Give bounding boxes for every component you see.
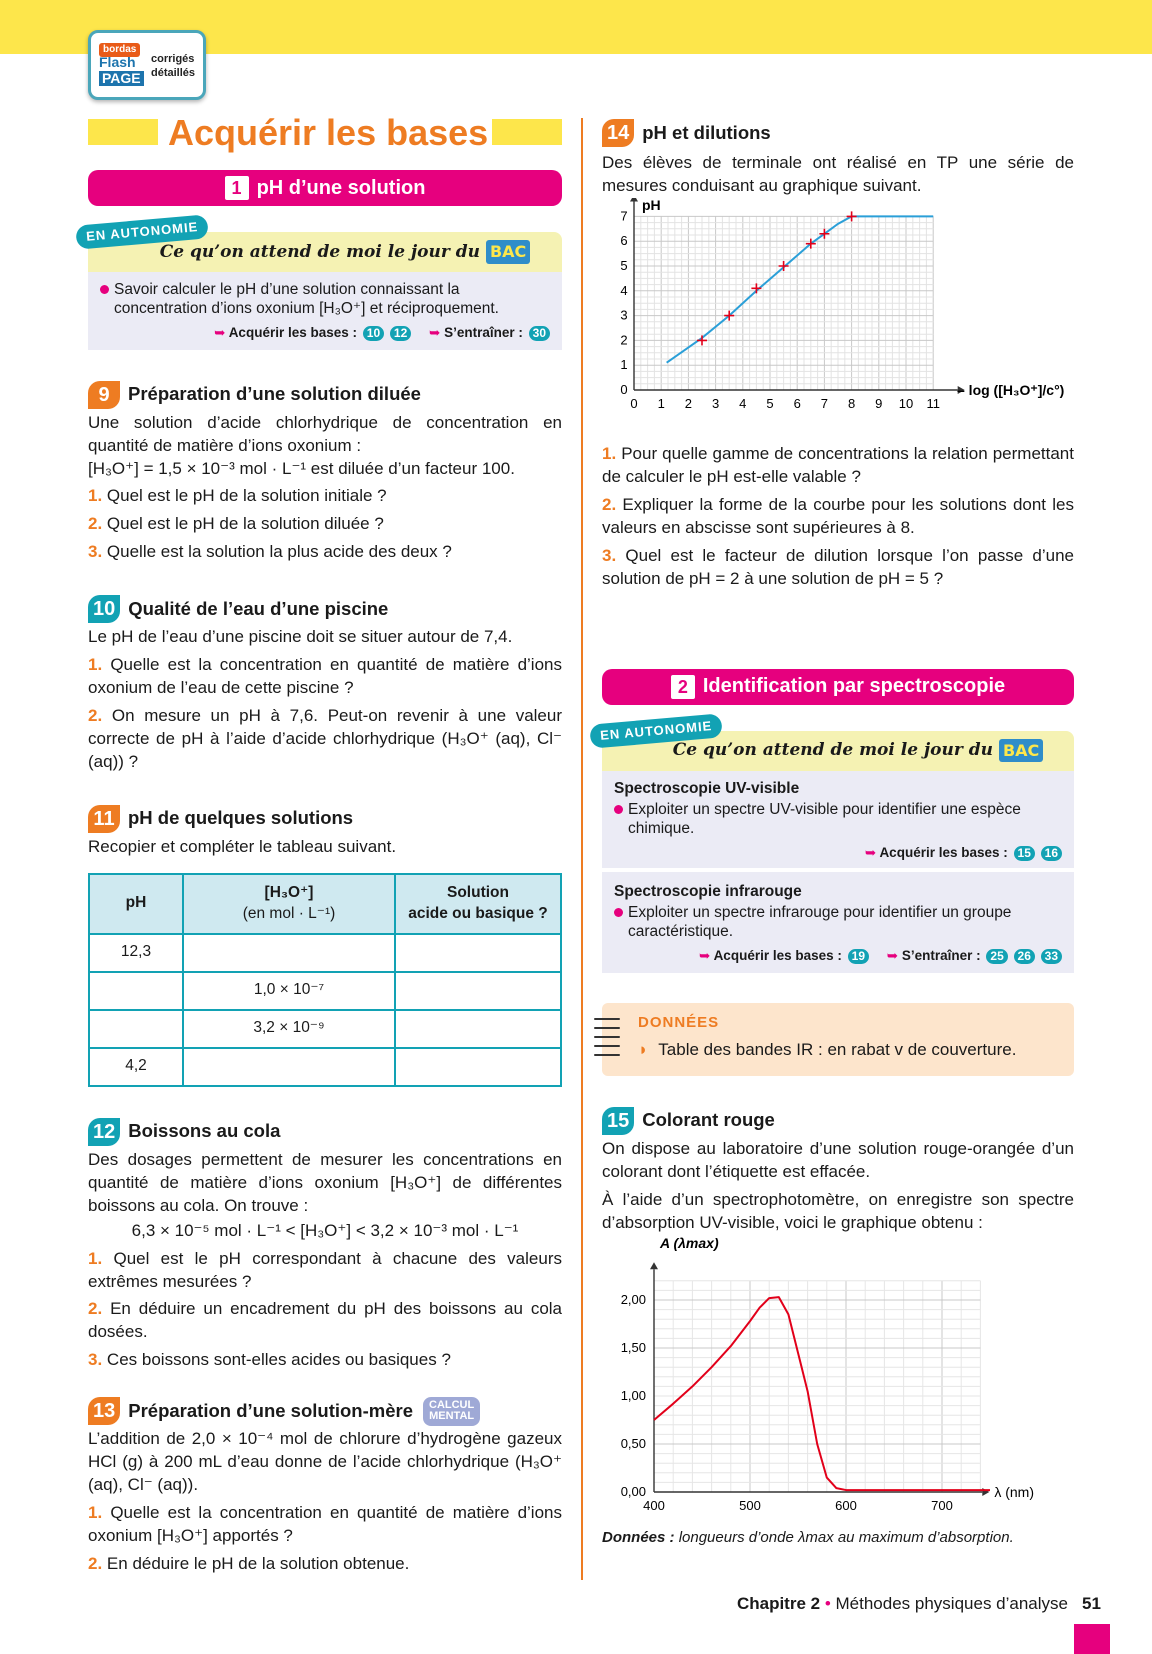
objective-item: Exploiter un spectre UV-visible pour identifier une espèce chimique.	[614, 800, 1062, 839]
section-2-title: Identification par spectroscopie	[702, 675, 1006, 697]
bullet-icon	[100, 285, 109, 294]
uv-spectrum-svg	[602, 1234, 1074, 1524]
exercise-number: 12	[88, 1118, 120, 1146]
x-tick-label: 400	[643, 1498, 665, 1514]
question: 2. Expliquer la forme de la courbe pour les solutions dont les valeurs en abscisse sont supérieures à 8.	[602, 494, 1074, 537]
bac-badge: BAC	[999, 739, 1043, 763]
x-tick-label: 9	[875, 395, 883, 411]
calcul-mental-badge: CALCUL MENTAL	[423, 1397, 480, 1426]
logo-page: PAGE	[99, 71, 144, 86]
ph-table	[88, 873, 562, 1087]
arrow-icon: ➥	[864, 844, 877, 860]
x-tick-label: 500	[739, 1498, 761, 1514]
exercise-paragraph: On dispose au laboratoire d’une solution rouge-orangée d’un colorant dont l’étiquette est effacée.	[602, 1138, 1074, 1181]
y-tick-label: 5	[620, 257, 628, 273]
y-tick-label: 7	[620, 208, 628, 224]
exercise-number: 14	[602, 119, 634, 147]
question: 2. En déduire le pH de la solution obtenue.	[88, 1553, 410, 1573]
ph-chart	[602, 198, 1074, 438]
page-footer	[737, 1593, 1068, 1616]
question: 2. Quel est le pH de la solution diluée ?	[88, 514, 384, 534]
section-1-title: pH d’une solution	[256, 176, 426, 199]
question: 2. On mesure un pH à 7,6. Peut-on revenir à une valeur correcte de pH à l’aide d’acide chlorhydrique (H₃O⁺ (aq), Cl⁻ (aq)) ?	[88, 706, 562, 771]
arrow-icon: ➥	[886, 947, 899, 963]
question: 3. Quelle est la solution la plus acide des deux ?	[88, 542, 452, 562]
question: 1. Quelle est la concentration en quantité de matière d’ions oxonium de l’eau de cette piscine ?	[88, 655, 562, 698]
ref-chip[interactable]: 30	[529, 326, 550, 341]
table-row: 1,0 × 10⁻⁷	[89, 972, 561, 1010]
bac-badge: BAC	[486, 240, 530, 264]
y-tick-label: 0	[620, 381, 628, 397]
exercise-13	[88, 1396, 562, 1576]
corner-marker	[1074, 1624, 1110, 1654]
footer-dot: •	[824, 1594, 831, 1613]
exercise-11	[88, 804, 562, 1087]
footer-chapter: Chapitre 2	[736, 1594, 821, 1613]
autonomie-head-text: Ce qu’on attend de moi le jour du	[159, 241, 480, 262]
objective-section-ir	[602, 868, 1074, 965]
arrow-icon: ➥	[429, 324, 441, 340]
y-axis-arrow	[650, 1263, 658, 1270]
ref-chip[interactable]: 25	[986, 949, 1007, 964]
objective-section-uv	[614, 779, 1062, 862]
y-axis-arrow	[630, 198, 638, 202]
exercise-header	[88, 594, 562, 624]
question: 1. Quelle est la concentration en quantité de matière d’ions oxonium [H₃O⁺] apportés ?	[88, 1503, 562, 1545]
exercise-intro: Une solution d’acide chlorhydrique de concentration en quantité de matière d’ions oxonium :	[88, 412, 562, 455]
data-point	[697, 335, 707, 345]
exercise-paragraph: À l’aide d’un spectrophotomètre, on enregistre son spectre d’absorption UV-visible, voici le graphique obtenu :	[602, 1189, 1074, 1232]
title-bar-left	[88, 119, 158, 145]
title-bar-right	[492, 119, 562, 145]
exercise-title: pH et dilutions	[642, 121, 771, 143]
exercise-title: Colorant rouge	[642, 1109, 775, 1131]
exercise-9	[88, 380, 562, 565]
footer-title: Méthodes physiques d’analyse	[835, 1594, 1068, 1613]
y-tick-label: 0,00	[620, 1484, 646, 1500]
exercise-header	[88, 380, 562, 410]
y-axis-label: pH	[642, 197, 661, 213]
exercise-title: Préparation d’une solution diluée	[128, 383, 421, 405]
table-header: pH	[89, 874, 183, 934]
exercise-refs	[100, 325, 550, 342]
exercise-refs: ➥ Acquérir les bases : 19 ➥ S’entraîner : 25 26 33	[614, 948, 1062, 965]
page-title-row	[88, 110, 562, 156]
table-row: 12,3	[89, 934, 561, 972]
objective-subtitle: Spectroscopie UV-visible	[614, 779, 800, 797]
exercise-intro: L’addition de 2,0 × 10⁻⁴ mol de chlorure d’hydrogène gazeux HCl (g) à 200 mL d’eau donne de l’acide chlorhydrique (H₃O⁺ (aq), Cl⁻ (aq)).	[88, 1429, 562, 1495]
y-tick-label: 2,00	[620, 1292, 646, 1308]
question: 2. En déduire un encadrement du pH des boissons au cola dosées.	[88, 1299, 563, 1342]
autonomie-body	[602, 771, 1074, 973]
x-tick-label: 3	[711, 395, 720, 411]
table-row: 4,2	[89, 1048, 561, 1086]
section-2-header	[602, 669, 1074, 705]
column-divider	[581, 118, 583, 1580]
y-tick-label: 1,50	[620, 1340, 646, 1356]
logo-flash: Flash	[99, 54, 136, 70]
x-tick-label: 10	[898, 395, 914, 411]
table-header: Solution acide ou basique ?	[395, 874, 561, 934]
absorption-curve	[654, 1298, 990, 1491]
page-title: Acquérir les bases	[168, 112, 489, 153]
exercise-number: 11	[88, 805, 120, 833]
notebook-spiral-icon	[594, 1011, 620, 1063]
exercise-10	[88, 594, 562, 774]
objective-subtitle: Spectroscopie infrarouge	[614, 882, 802, 900]
data-point	[847, 211, 857, 221]
y-tick-label: 1	[620, 357, 628, 373]
exercise-14	[602, 118, 1074, 591]
uv-spectrum-chart	[602, 1234, 1074, 1524]
exercise-header	[88, 1396, 562, 1426]
x-tick-label: 11	[926, 395, 940, 411]
exercise-12	[88, 1117, 562, 1372]
question: 3. Quel est le facteur de dilution lorsque l’on passe d’une solution de pH = 2 à une solution de pH = 5 ?	[602, 545, 1074, 588]
objective-item: Exploiter un spectre infrarouge pour identifier un groupe caractéristique.	[614, 903, 1062, 942]
logo-side-text: corrigés détaillés	[151, 53, 196, 79]
exercise-title: pH de quelques solutions	[128, 807, 354, 829]
donnees-box	[602, 1003, 1074, 1076]
question: 1. Quel est le pH de la solution initiale ?	[88, 486, 387, 506]
ref-chip[interactable]: 26	[1014, 949, 1035, 964]
exercise-header	[88, 804, 562, 834]
section-1-header	[88, 170, 562, 206]
exercise-refs: ➥ Acquérir les bases : 15 16	[614, 845, 1062, 862]
x-axis-label: – log ([H₃O⁺]/c°)	[957, 381, 1065, 398]
section-2-number: 2	[671, 675, 695, 699]
ph-chart-svg	[602, 198, 1074, 438]
x-tick-label: 4	[739, 395, 747, 411]
question: 1. Quel est le pH correspondant à chacune des valeurs extrêmes mesurées ?	[88, 1248, 562, 1291]
exercise-title: Boissons au cola	[128, 1120, 281, 1142]
ref-chip[interactable]: 19	[848, 949, 869, 964]
logo-brand: bordas	[99, 43, 140, 57]
table-row: 3,2 × 10⁻⁹	[89, 1010, 561, 1048]
autonomie-box-1	[85, 219, 562, 350]
ref-chip[interactable]: 33	[1041, 949, 1062, 964]
donnees-item: ◗ Table des bandes IR : en rabat v de couverture.	[638, 1039, 1017, 1059]
ref-label: Acquérir les bases :	[228, 324, 357, 340]
donnees-title: DONNÉES	[638, 1013, 720, 1031]
y-tick-label: 6	[620, 233, 628, 249]
x-tick-label: 1	[657, 395, 665, 411]
exercise-formula: [H₃O⁺] = 1,5 × 10⁻³ mol · L⁻¹ est diluée d’un facteur 100.	[88, 458, 515, 478]
exercise-header	[88, 1117, 562, 1147]
y-tick-label: 0,50	[620, 1436, 646, 1452]
x-tick-label: 600	[835, 1498, 857, 1514]
ref-label: S’entraîner :	[444, 324, 523, 340]
question: 1. Pour quelle gamme de concentrations la relation permettant de calculer le pH est-elle valable ?	[602, 443, 1074, 486]
exercise-number: 13	[88, 1397, 120, 1425]
left-column	[85, 110, 563, 1576]
exercise-intro: Recopier et compléter le tableau suivant.	[88, 836, 397, 856]
exercise-intro: Des dosages permettent de mesurer les concentrations en quantité de matière d’ions oxonium [H₃O⁺] de différentes boissons au cola. On trouve :	[88, 1149, 562, 1215]
y-tick-label: 2	[620, 332, 628, 348]
table-header: [H₃O⁺] (en mol · L⁻¹)	[183, 874, 395, 934]
x-axis-label: λ (nm)	[994, 1484, 1034, 1501]
x-tick-label: 0	[630, 395, 638, 411]
autonomie-head-text: Ce qu’on attend de moi le jour du	[672, 740, 993, 761]
arrow-icon: ➥	[214, 324, 226, 340]
exercise-title: Préparation d’une solution-mère	[128, 1399, 413, 1421]
autonomie-body	[88, 272, 562, 350]
section-1-number: 1	[225, 176, 249, 200]
question: 3. Ces boissons sont-elles acides ou basiques ?	[88, 1350, 451, 1370]
exercise-15	[602, 1106, 1074, 1549]
ref-chip[interactable]: 12	[390, 326, 411, 341]
exercise-intro: Des élèves de terminale ont réalisé en TP une série de mesures conduisant au graphique suivant.	[602, 153, 1074, 195]
ref-chip[interactable]: 15	[1014, 846, 1035, 861]
bullet-icon	[614, 908, 623, 917]
bullet-icon	[614, 805, 623, 814]
arrow-icon: ➥	[699, 947, 711, 963]
y-tick-label: 4	[620, 282, 628, 298]
objective-item	[100, 280, 550, 319]
flashpage-logo[interactable]	[88, 30, 206, 100]
objective-text: Savoir calculer le pH d’une solution connaissant la concentration d’ions oxonium [H₃O⁺] et réciproquement.	[114, 281, 499, 318]
autonomie-tag: EN AUTONOMIE	[589, 713, 723, 748]
x-tick-label: 5	[766, 395, 774, 411]
exercise-title: Qualité de l’eau d’une piscine	[128, 597, 389, 619]
x-tick-label: 2	[684, 395, 693, 411]
y-axis-label: A (λmax)	[660, 1235, 719, 1252]
right-column	[599, 110, 1074, 1549]
x-tick-label: 6	[793, 395, 801, 411]
exercise-header	[602, 1106, 1074, 1136]
exercise-number: 10	[88, 595, 120, 623]
y-tick-label: 1,00	[620, 1388, 646, 1404]
exercise-header	[602, 118, 1074, 148]
autonomie-box-2	[599, 717, 1074, 973]
x-tick-label: 8	[847, 395, 856, 411]
x-tick-label: 7	[820, 395, 829, 411]
x-tick-label: 700	[931, 1498, 953, 1514]
exercise-number: 9	[88, 381, 120, 409]
ref-chip[interactable]: 10	[363, 326, 384, 341]
autonomie-tag: EN AUTONOMIE	[75, 214, 209, 249]
exercise-formula: 6,3 × 10⁻⁵ mol · L⁻¹ < [H₃O⁺] < 3,2 × 10⁻³ mol · L⁻¹	[131, 1220, 519, 1240]
y-tick-label: 3	[620, 307, 628, 323]
ref-chip[interactable]: 16	[1041, 846, 1062, 861]
exercise-intro: Le pH de l’eau d’une piscine doit se situer autour de 7,4.	[88, 627, 513, 647]
chart-caption: Données : longueurs d’onde λmax au maximum d’absorption.	[602, 1529, 1014, 1547]
exercise-number: 15	[602, 1107, 634, 1135]
page-number: 51	[1082, 1594, 1101, 1613]
